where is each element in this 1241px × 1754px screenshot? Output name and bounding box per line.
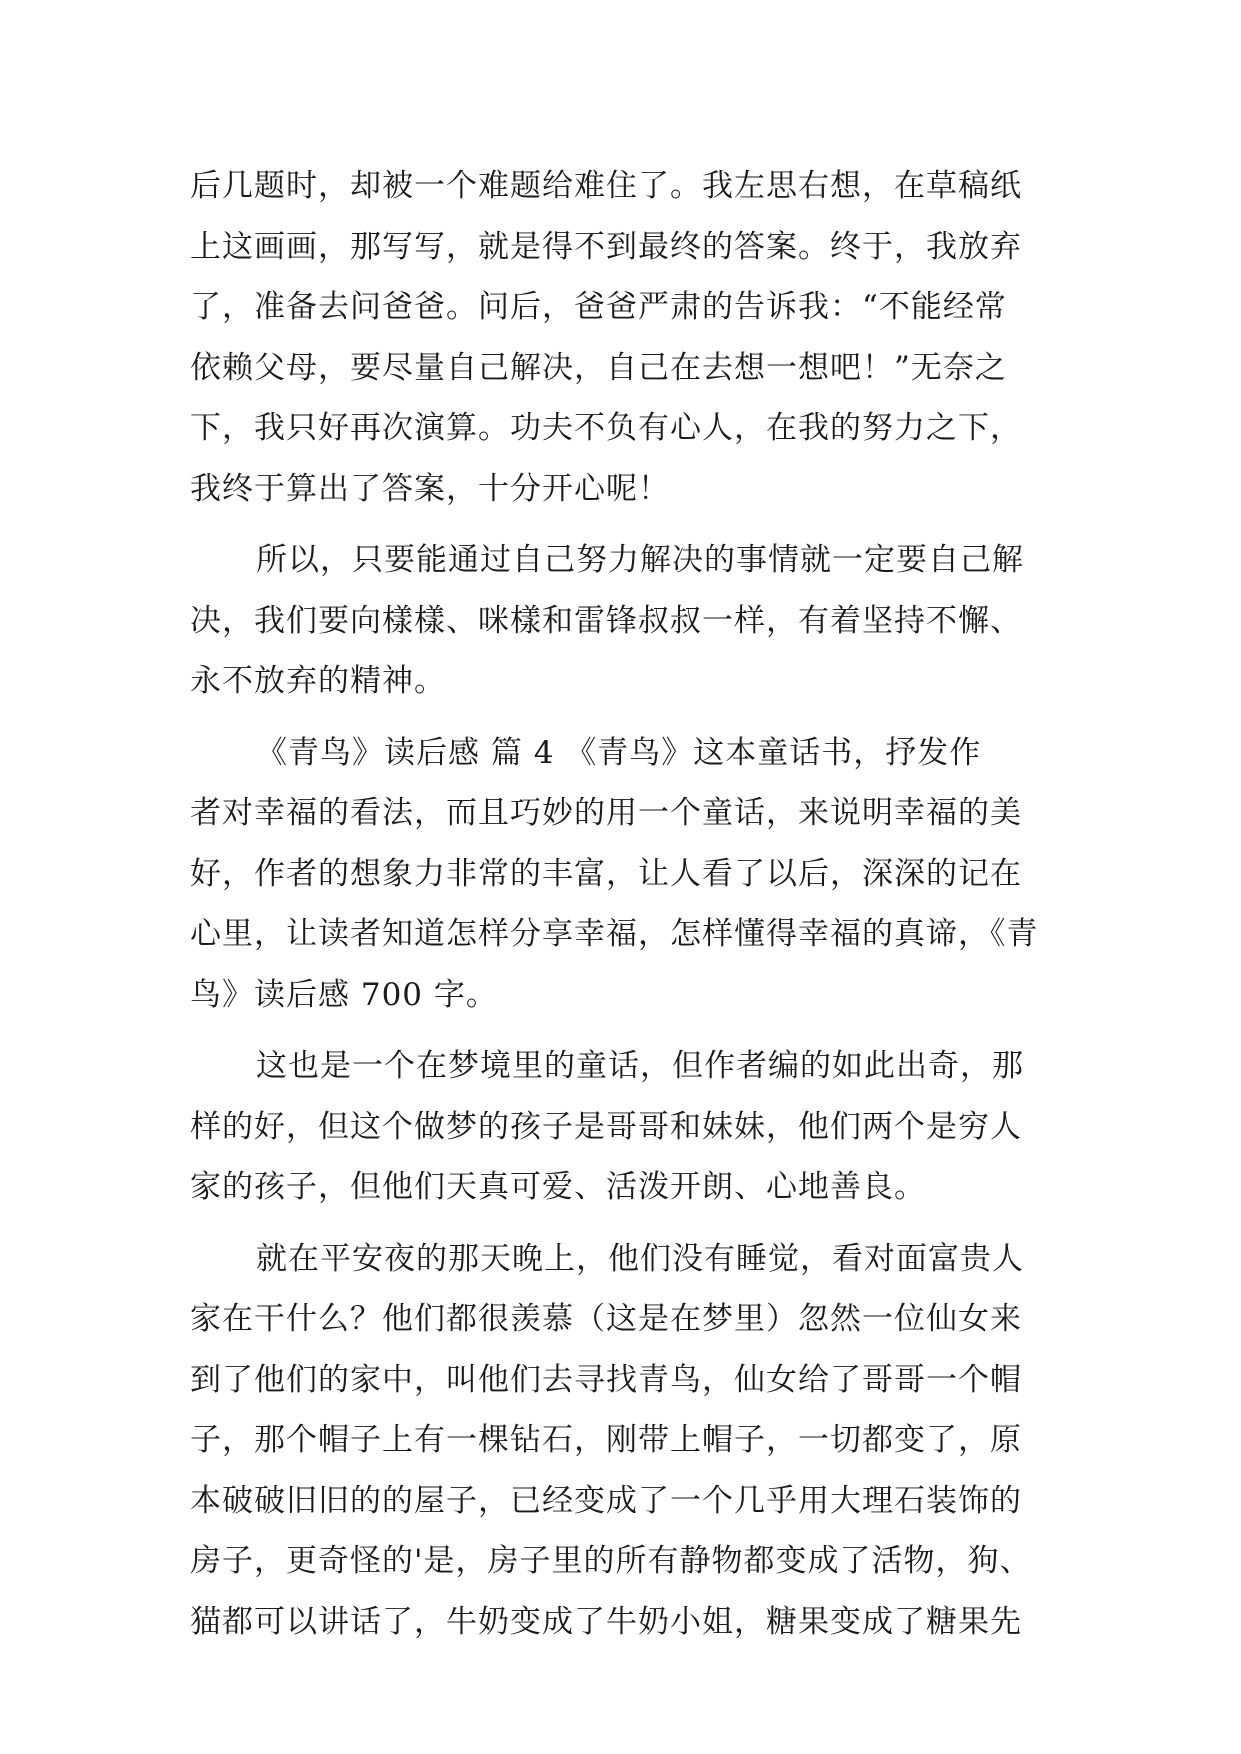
text-line: 永不放弃的精神。 <box>190 663 446 699</box>
text-line: 房子，更奇怪的'是，房子里的所有静物都变成了活物，狗、 <box>190 1543 1032 1579</box>
text-line: 鸟》读后感 700 字。 <box>190 976 498 1013</box>
text-line: 这也是一个在梦境里的童话，但作者编的如此出奇，那 <box>256 1048 1024 1084</box>
text-line: 下，我只好再次演算。功夫不负有心人，在我的努力之下， <box>190 410 1022 446</box>
text-line: 好，作者的想象力非常的丰富，让人看了以后，深深的记在 <box>190 855 1022 892</box>
text-line: 样的好，但这个做梦的孩子是哥哥和妹妹，他们两个是穷人 <box>190 1108 1022 1145</box>
text-line: 我终于算出了答案，十分开心呢！ <box>190 470 670 507</box>
text-line: 所以，只要能通过自己努力解决的事情就一定要自己解 <box>256 542 1024 578</box>
text-line: 依赖父母，要尽量自己解决，自己在去想一想吧！”无奈之 <box>190 349 1007 386</box>
text-line: 上这画画，那写写，就是得不到最终的答案。终于，我放弃 <box>190 228 1022 265</box>
text-line: 家的孩子，但他们天真可爱、活泼开朗、心地善良。 <box>190 1169 926 1205</box>
text-line: 后几题时，却被一个难题给难住了。我左思右想，在草稿纸 <box>190 168 1022 204</box>
text-line: 了，准备去问爸爸。问后，爸爸严肃的告诉我：“不能经常 <box>190 289 1007 325</box>
text-line: 决，我们要向樣樣、咪樣和雷锋叔叔一样，有着坚持不懈、 <box>190 602 1022 639</box>
document-body <box>190 156 1050 1652</box>
text-line: 者对幸福的看法，而且巧妙的用一个童话，来说明幸福的美 <box>190 795 1022 831</box>
text-line: 家在干什么？他们都很羡慕（这是在梦里）忽然一位仙女来 <box>190 1301 1022 1337</box>
text-line: 到了他们的家中，叫他们去寻找青鸟，仙女给了哥哥一个帽 <box>190 1361 1022 1398</box>
text-line: 子，那个帽子上有一棵钻石，刚带上帽子，一切都变了，原 <box>190 1422 1022 1458</box>
text-line: 猫都可以讲话了，牛奶变成了牛奶小姐，糖果变成了糖果先 <box>190 1603 1022 1640</box>
text-line: 《青鸟》读后感 篇 4 《青鸟》这本童话书，抒发作 <box>256 734 982 771</box>
text-line: 就在平安夜的那天晚上，他们没有睡觉，看对面富贵人 <box>256 1240 1024 1277</box>
text-line: 本破破旧旧的的屋子，已经变成了一个几乎用大理石装饰的 <box>190 1482 1022 1519</box>
text-line: 心里，让读者知道怎样分享幸福，怎样懂得幸福的真谛，《青 <box>190 916 1039 952</box>
